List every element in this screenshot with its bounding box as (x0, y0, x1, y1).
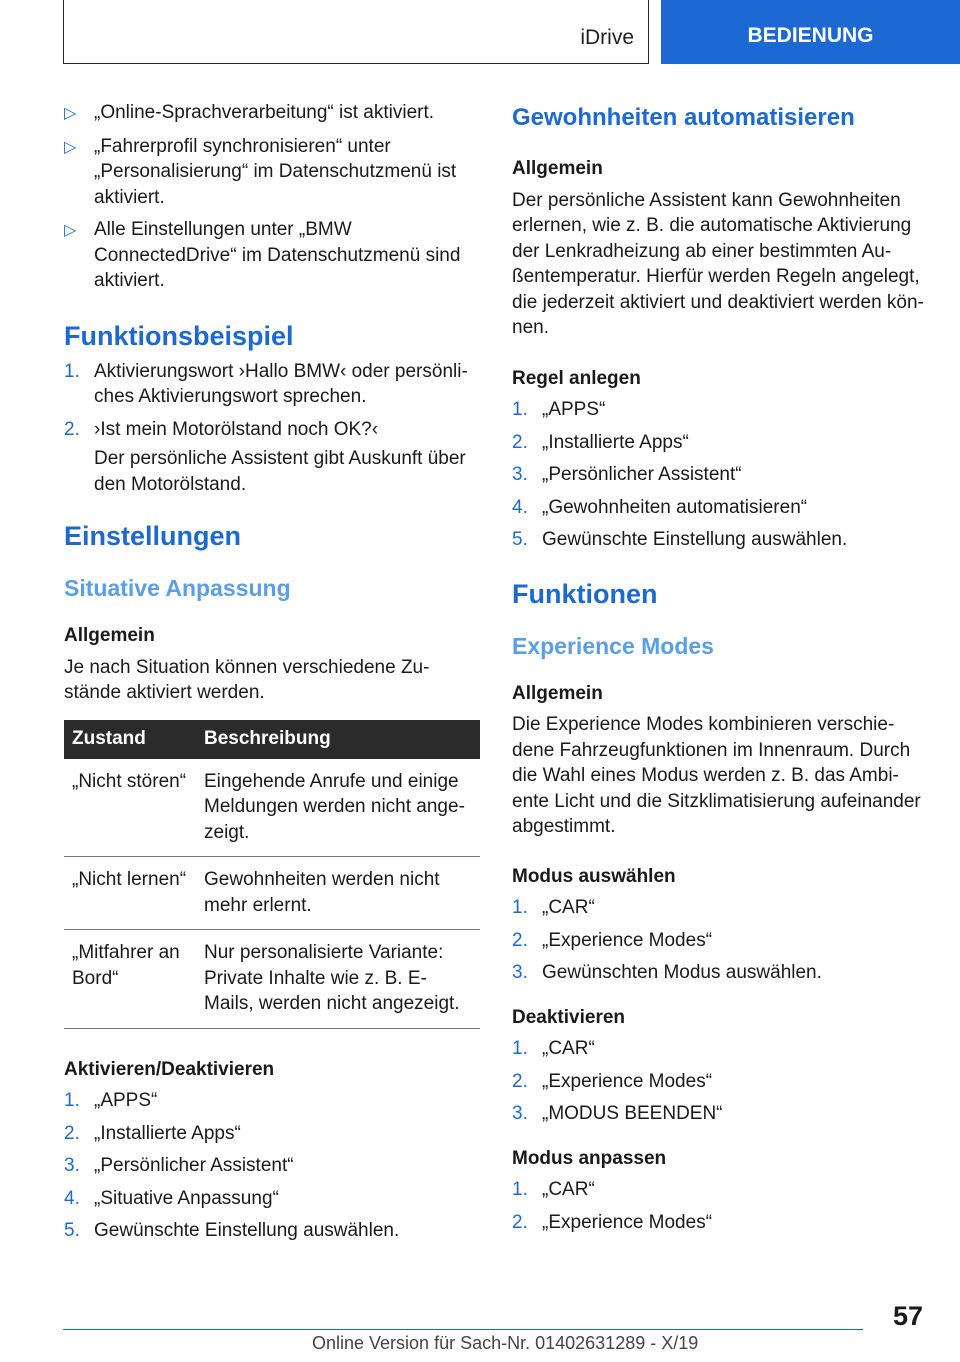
list-item: ▷ „Fahrerprofil synchronisieren“ unter „Personalisierung“ im Datenschutzmenü ist aktiviert. (64, 134, 480, 211)
footer-text: Online Version für Sach-Nr. 01402631289 - X/19 (312, 1333, 699, 1353)
table-header-row (64, 720, 480, 759)
paragraph: Je nach Situation können verschiedene Zu‐stände aktiviert werden. (64, 656, 430, 703)
triangle-bullet-icon: ▷ (64, 222, 77, 239)
heading-regel-anlegen: Regel anlegen (512, 367, 641, 389)
column-header: Beschreibung (196, 720, 480, 759)
table-cell-state: „Nicht stören“ (64, 759, 196, 857)
list-item: 3. „Persönlicher Assistent“ (64, 1155, 294, 1176)
right-column (512, 100, 926, 1242)
triangle-bullet-icon: ▷ (64, 138, 77, 156)
paragraph: Der persönliche Assistent kann Gewohnheiten erlernen, wie z. B. die automatische Aktivierung der Lenkradheizung ab einer bestimmten Au‐ßentemperatur. Hierfür werden Regeln angelegt, die jederzeit aktiviert und deaktiviert werden kön‐nen. (512, 189, 924, 338)
subheading-situative-anpassung: Situative Anpassung (64, 575, 291, 601)
list-item: 2. „Experience Modes“ (512, 929, 713, 951)
prerequisite-list (64, 100, 480, 294)
table-cell-state: „Nicht lernen“ (64, 857, 196, 930)
step-note: Der persönliche Assistent gibt Auskunft über den Motorölstand. (94, 448, 466, 495)
list-item: ▷ „Online-Sprachverarbeitung“ ist aktiviert. (64, 100, 480, 127)
heading-einstellungen: Einstellungen (64, 521, 242, 551)
left-column (64, 100, 480, 1251)
list-item: ▷ Alle Einstellungen unter „BMW ConnectedDrive“ im Datenschutzmenü sind aktiviert. (64, 217, 480, 294)
list-item: 3. „MODUS BEENDEN“ (512, 1103, 723, 1124)
heading-funktionen: Funktionen (512, 578, 658, 609)
heading-allgemein: Allgemein (64, 625, 155, 646)
list-item: 1. „APPS“ (512, 399, 606, 420)
list-item: 4. „Situative Anpassung“ (64, 1187, 279, 1209)
paragraph: Die Experience Modes kombinieren verschie‐dene Fahrzeugfunktionen im Innenraum. Durch die Wahl eines Modus werden z. B. das Ambi‐ente Licht und die Sitzklimatisierung aufeinander abgestimmt. (512, 714, 921, 837)
table-cell-description: Nur personalisierte Variante: Private Inhalte wie z. B. E-Mails, werden nicht angezeigt. (196, 930, 480, 1029)
table-cell-state: „Mitfahrer an Bord“ (64, 930, 196, 1029)
table-row (64, 930, 480, 1029)
state-table (64, 720, 480, 1029)
column-header: Zustand (64, 720, 196, 759)
list-item: 2. „Installierte Apps“ (512, 431, 689, 453)
list-item: 1. „APPS“ (64, 1090, 158, 1111)
heading-deaktivieren: Deaktivieren (512, 1006, 626, 1028)
list-item: 2. „Installierte Apps“ (64, 1122, 241, 1144)
table-cell-description: Eingehende Anrufe und einige Meldungen werden nicht ange‐zeigt. (196, 759, 480, 857)
footer-divider (63, 1329, 863, 1330)
heading-allgemein: Allgemein (512, 682, 603, 704)
list-item: 1. „CAR“ (512, 1038, 595, 1059)
list-item: 3. Gewünschten Modus auswählen. (512, 962, 822, 983)
list-item: 2. ›Ist mein Motorölstand noch OK?‹ (64, 418, 379, 440)
heading-aktivieren-deaktivieren: Aktivieren/Deaktivieren (64, 1058, 275, 1080)
heading-gewohnheiten-automatisieren: Gewohnheiten automatisieren (512, 104, 855, 131)
list-item: 1. Aktivierungswort ›Hallo BMW‹ oder persönli‐ches Aktivierungswort sprechen. (64, 360, 468, 407)
list-item: 5. Gewünschte Einstellung auswählen. (512, 529, 848, 550)
page-number: 57 (893, 1301, 924, 1331)
list-item: 1. „CAR“ (512, 897, 595, 918)
heading-modus-anpassen: Modus anpassen (512, 1147, 667, 1169)
header-chapter-tab: BEDIENUNG (661, 0, 960, 64)
list-item: 5. Gewünschte Einstellung auswählen. (64, 1220, 400, 1241)
list-item: 1. „CAR“ (512, 1179, 595, 1200)
heading-funktionsbeispiel: Funktionsbeispiel (64, 320, 294, 351)
list-item: 2. „Experience Modes“ (512, 1070, 713, 1092)
header-section: iDrive (580, 26, 634, 49)
list-item: 3. „Persönlicher Assistent“ (512, 464, 742, 485)
table-cell-description: Gewohnheiten werden nicht mehr erlernt. (196, 857, 480, 930)
subheading-experience-modes: Experience Modes (512, 632, 714, 659)
heading-allgemein: Allgemein (512, 158, 603, 179)
header-frame (63, 0, 649, 64)
table-row (64, 857, 480, 930)
triangle-bullet-icon: ▷ (64, 105, 77, 122)
list-item: 2. „Experience Modes“ (512, 1211, 713, 1233)
list-item: 4. „Gewohnheiten automatisieren“ (512, 496, 808, 518)
table-row (64, 759, 480, 857)
heading-modus-auswaehlen: Modus auswählen (512, 865, 676, 887)
